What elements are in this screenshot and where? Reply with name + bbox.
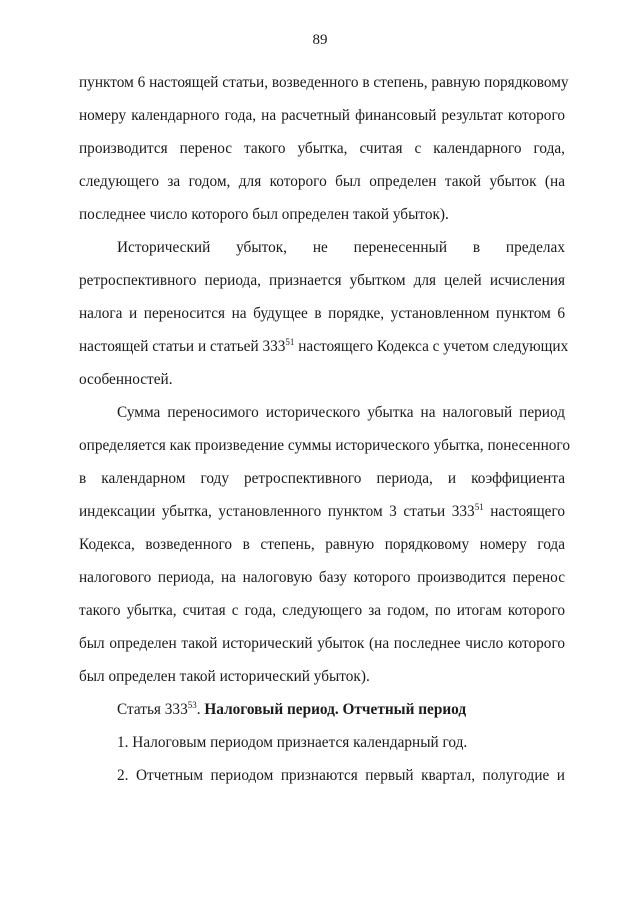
text-line: Исторический убыток, не перенесенный в пределах	[117, 239, 565, 256]
text-line: следующего за годом, для которого был определен такой убыток (на	[79, 173, 565, 190]
paragraph-2	[79, 231, 569, 396]
text-line: ретроспективного периода, признается убытком для целей исчисления	[79, 272, 565, 289]
text-line: определяется как произведение суммы исторического убытка, понесенного	[79, 437, 570, 454]
text-line: налогового периода, на налоговую базу которого производится перенос	[79, 569, 565, 586]
text-line: налога и переносится на будущее в порядке, установленном пунктом 6	[79, 305, 565, 322]
text-fragment: настоящего Кодекса с учетом следующих	[294, 338, 569, 355]
text-line: был определен такой исторический убыток (на последнее число которого	[79, 635, 565, 652]
clause-2: 2. Отчетным периодом признаются первый квартал, полугодие и	[117, 767, 565, 784]
text-line	[79, 495, 565, 528]
text-line: Кодекса, возведенного в степень, равную порядковому номеру года	[79, 536, 565, 553]
article-heading	[79, 693, 565, 726]
text-fragment: индексации убытка, установленного пунктом 3 статьи 333	[79, 503, 475, 520]
article-title: Налоговый период. Отчетный период	[204, 701, 467, 718]
text-line	[79, 330, 569, 363]
text-line: в календарном году ретроспективного периода, и коэффициента	[79, 470, 565, 487]
text-line: производится перенос такого убытка, считая с календарного года,	[79, 140, 565, 157]
page-number: 89	[312, 32, 328, 48]
superscript: 51	[474, 502, 484, 512]
text-line: последнее число которого был определен такой убыток).	[79, 206, 449, 223]
clause-1: 1. Налоговым периодом признается календарный год.	[117, 734, 468, 751]
article-number: Статья 333	[117, 701, 188, 718]
text-line: такого убытка, считая с года, следующего за годом, по итогам которого	[79, 602, 565, 619]
text-line: особенностей.	[79, 371, 173, 388]
text-line: Сумма переносимого исторического убытка на налоговый период	[117, 404, 565, 421]
text-line: номеру календарного года, на расчетный финансовый результат которого	[79, 107, 565, 124]
paragraph-3	[79, 396, 570, 693]
superscript: 51	[285, 337, 295, 347]
text-fragment: настоящей статьи и статьей 333	[79, 338, 286, 355]
text-line: был определен такой исторический убыток).	[79, 668, 370, 685]
document-body	[79, 66, 570, 792]
paragraph-1	[79, 66, 569, 231]
superscript: 53	[187, 700, 197, 710]
text-fragment: настоящего	[483, 503, 565, 520]
article-dot: .	[196, 701, 205, 718]
text-line: пунктом 6 настоящей статьи, возведенного в степень, равную порядковому	[79, 74, 569, 91]
